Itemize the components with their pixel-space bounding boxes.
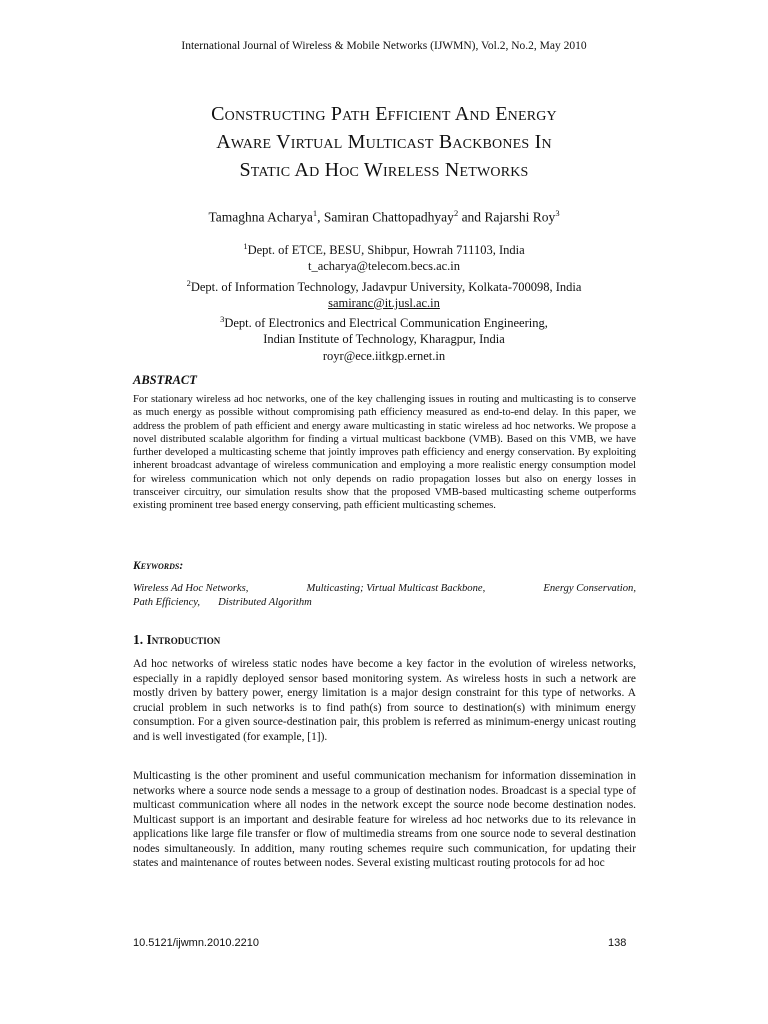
affiliation-1 bbox=[0, 238, 768, 258]
body-paragraph: Multicasting is the other prominent and useful communication mechanism for information dissemination in networks where a source node sends a message to a group of destination nodes. Broadcast is a special type of multicast communication where all nodes in the network except the source node become destination nodes. Multicast support is an important and desirable feature for wireless ad hoc networks due to its relevance in applications like large file transfer or flow of multimedia streams from one source node to several destination nodes simultaneously. In addition, many routing schemes require such communication, for updating their states and maintenance of routes between nodes. Several existing multicast routing protocols for ad hoc bbox=[133, 770, 636, 870]
affiliation-dept: Dept. of ETCE, BESU, Shibpur, Howrah 711103, India bbox=[247, 243, 525, 258]
affiliation-mark: 1 bbox=[243, 241, 248, 251]
author-affiliation-mark: 2 bbox=[453, 208, 459, 218]
affiliation-email[interactable]: samiranc@it.jusl.ac.in bbox=[328, 295, 440, 310]
author-list bbox=[0, 208, 768, 226]
paper-title bbox=[90, 100, 678, 184]
body-paragraph: Ad hoc networks of wireless static nodes have become a key factor in the evolution of wireless networks, especially in a rapidly deployed sensor based monitoring system. As wireless hosts in such a network are mostly driven by battery power, energy limitation is a major design constraint for this type of networks. A crucial problem in such networks is to find path(s) from source to destination(s) with minimum energy consumption. For a given source-destination pair, this problem is referred as minimum-energy unicast routing and is well investigated (for example, [1]). bbox=[133, 658, 636, 743]
title-line: Static Ad Hoc Wireless Networks bbox=[239, 159, 529, 181]
author-name: Rajarshi Roy bbox=[484, 209, 556, 225]
keyword: Distributed Algorithm bbox=[218, 597, 312, 608]
section-heading-introduction: 1. Introduction bbox=[133, 632, 221, 647]
author-affiliation-mark: 3 bbox=[555, 208, 560, 218]
affiliation-dept: Dept. of Information Technology, Jadavpur University, Kolkata-700098, India bbox=[190, 279, 582, 294]
author-affiliation-mark: 1 bbox=[312, 208, 318, 218]
abstract-text: For stationary wireless ad hoc networks, one of the key challenging issues in routing and multicasting is to conserve as much energy as possible without compromising path efficiency measured as end-to-end delay. In this paper, we address the problem of path efficient and energy aware multicasting in static wireless ad hoc networks. We propose a novel distributed scalable algorithm for finding a virtual multicast backbone (VMB). Based on this VMB, we have further developed a multicasting scheme that jointly improves path efficiency and energy conservation. By exploiting inherent broadcast advantage of wireless communication and employing a more realistic energy consumption model for wireless communication which not only depends on radio propagation losses but also on energy losses in transceiver circuitry, our simulation results show that the proposed VMB-based multicasting scheme outperforms existing prominent tree based energy conserving, path efficient multicasting schemes. bbox=[133, 394, 636, 512]
affiliation-mark: 2 bbox=[186, 277, 191, 288]
author-name: Tamaghna Acharya bbox=[208, 209, 313, 225]
page-number: 138 bbox=[608, 937, 627, 949]
author-separator: and bbox=[458, 209, 485, 225]
title-line: Aware Virtual Multicast Backbones In bbox=[216, 131, 552, 153]
affiliation-2 bbox=[0, 275, 768, 295]
author-separator: , bbox=[317, 209, 324, 225]
affiliation-institute: Indian Institute of Technology, Kharagpur, India bbox=[263, 332, 505, 347]
keyword: Path Efficiency, bbox=[133, 597, 201, 608]
keywords-list bbox=[133, 582, 636, 610]
affiliations bbox=[0, 238, 768, 364]
author-name: Samiran Chattopadhyay bbox=[323, 209, 454, 225]
affiliation-dept: Dept. of Electronics and Electrical Communication Engineering, bbox=[224, 316, 548, 331]
affiliation-3 bbox=[0, 311, 768, 331]
journal-header: International Journal of Wireless & Mobile Networks (IJWMN), Vol.2, No.2, May 2010 bbox=[181, 40, 587, 52]
affiliation-mark: 3 bbox=[220, 314, 225, 325]
affiliation-email[interactable]: royr@ece.iitkgp.ernet.in bbox=[322, 348, 446, 363]
keyword: Energy Conservation, bbox=[543, 583, 636, 594]
footer-doi: 10.5121/ijwmn.2010.2210 bbox=[133, 937, 259, 949]
title-line: Constructing Path Efficient And Energy bbox=[211, 103, 557, 125]
keywords-heading: Keywords: bbox=[133, 560, 184, 572]
keyword: Multicasting; Virtual Multicast Backbone, bbox=[306, 583, 486, 594]
affiliation-email[interactable]: t_acharya@telecom.becs.ac.in bbox=[307, 259, 461, 274]
abstract-heading: ABSTRACT bbox=[133, 373, 197, 387]
keyword: Wireless Ad Hoc Networks, bbox=[133, 583, 249, 594]
